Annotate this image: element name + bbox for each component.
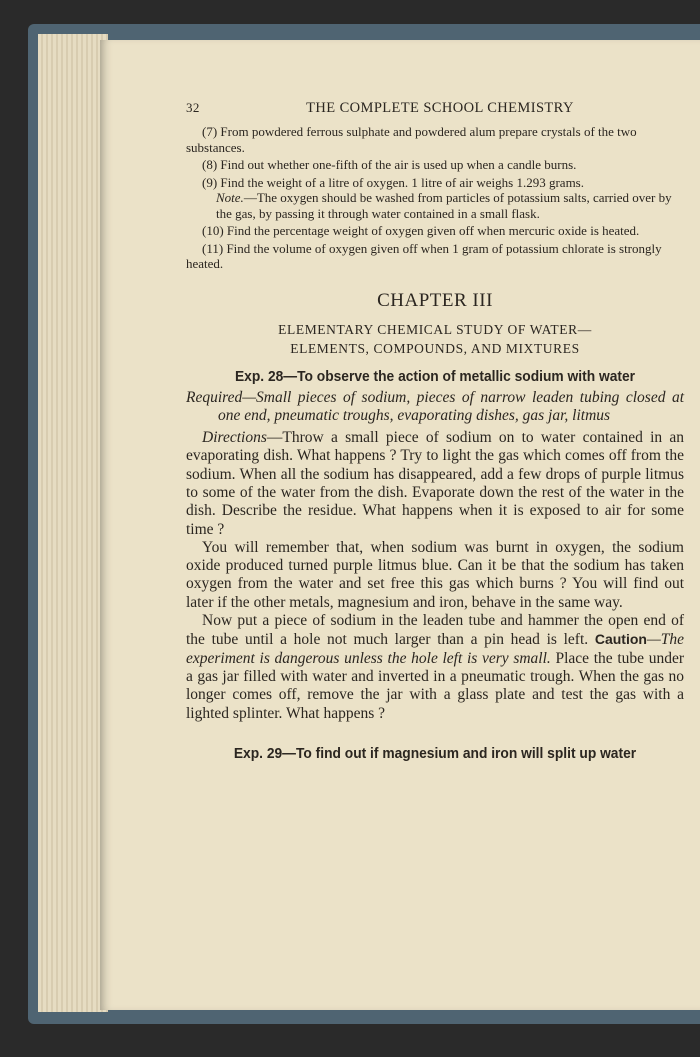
chapter-subtitle-2: ELEMENTS, COMPOUNDS, AND MIXTURES <box>290 340 580 356</box>
directions-label: Directions <box>202 429 267 447</box>
exercise-10: (10) Find the percentage weight of oxygen given off when mercuric oxide is heated. <box>202 223 640 238</box>
exercise-11: (11) Find the volume of oxygen given off when 1 gram of potassium chlorate is strongly heated. <box>186 240 662 271</box>
exp-28-paragraph-2: You will remember that, when sodium was burnt in oxygen, the sodium oxide produced turned purple litmus blue. Can it be that the sodium has taken oxygen from the water and set free this gas which burns ? You will find out later if the other metals, magnesium and iron, behave in the same way. <box>186 538 684 611</box>
caution-text: —The experiment is dangerous unless the hole left is very small. <box>186 631 684 667</box>
exp-29-heading: Exp. 29—To find out if magnesium and iron will split up water <box>233 744 637 762</box>
directions-text: —Throw a small piece of sodium on to water contained in an evaporating dish. What happens ? Try to light the gas which comes off from the sodium. When all the sodium has disappeared, add a few drops of purple litmus to some of the water from the dish. Evaporate down the rest of the water in the dish. Describe the residue. What happens when it is exposed to air for some time ? <box>186 429 684 538</box>
exercise-8: (8) Find out whether one-fifth of the air is used up when a candle burns. <box>202 157 577 172</box>
page-number: 32 <box>186 100 200 115</box>
note-text: —The oxygen should be washed from particles of potassium salts, carried over by the gas, by passing it through water contained in a small flask. <box>216 190 672 221</box>
exercise-note <box>216 190 684 221</box>
exp-28-required: Required—Small pieces of sodium, pieces of narrow leaden tubing closed at one end, pneumatic troughs, evaporating dishes, gas jar, litmus <box>186 388 684 424</box>
note-label: Note. <box>216 190 244 205</box>
chapter-title: CHAPTER III <box>377 289 493 311</box>
running-head <box>186 100 684 122</box>
exp-28-directions <box>186 429 684 539</box>
page-content <box>186 100 684 766</box>
exercise-9: (9) Find the weight of a litre of oxygen. 1 litre of air weighs 1.293 grams. <box>202 174 584 190</box>
running-head-title: THE COMPLETE SCHOOL CHEMISTRY <box>306 100 574 116</box>
caution-label: Caution <box>594 631 647 648</box>
page-edges <box>38 34 108 1012</box>
exp-28-paragraph-3: Now put a piece of sodium in the leaden tube and hammer the open end of the tube until a hole not much larger than a pin head is left. Caution—The experiment is dangerous unless the hole left is very small. Place the tube under a gas jar filled with water and inverted in a pneumatic trough. When the gas no longer comes off, remove the jar with a glass plate and test the gas with a lighted splinter. What happens ? <box>186 612 684 722</box>
exercise-7: (7) From powdered ferrous sulphate and powdered alum prepare crystals of the two substances. <box>186 124 637 155</box>
chapter-subtitle-1: ELEMENTARY CHEMICAL STUDY OF WATER— <box>278 321 592 337</box>
book-page <box>100 40 700 1010</box>
exp-28-heading: Exp. 28—To observe the action of metallic sodium with water <box>234 367 636 385</box>
